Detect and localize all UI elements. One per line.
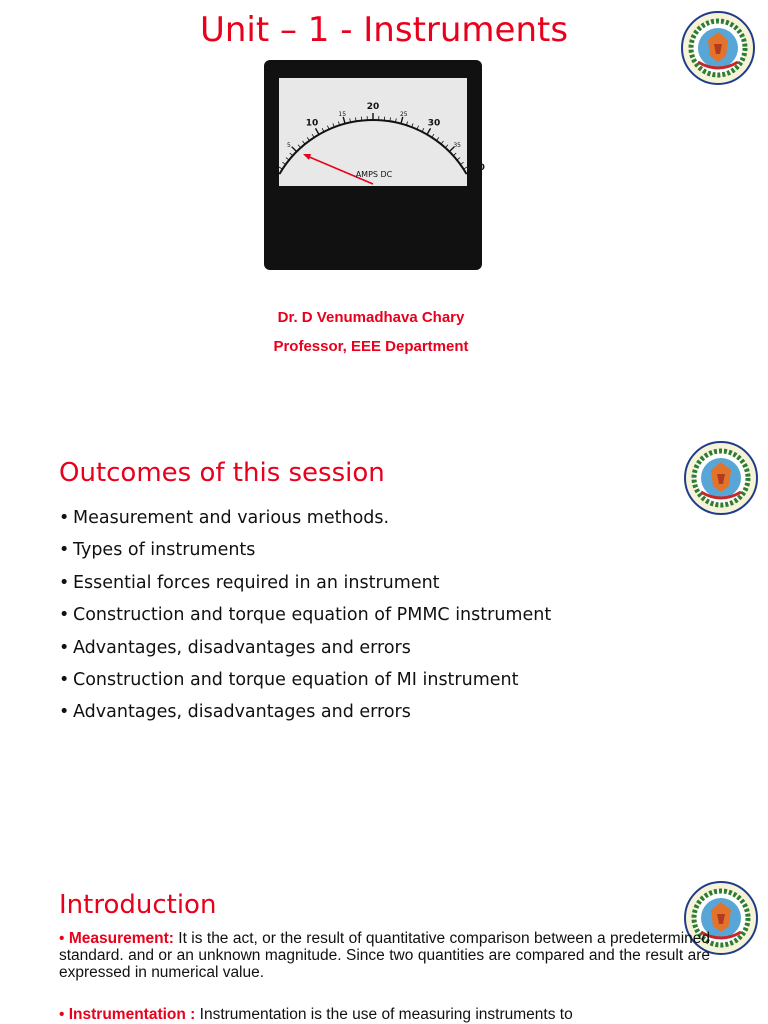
meter-tick	[316, 128, 320, 134]
list-item: • Essential forces required in an instrument	[59, 572, 440, 593]
introduction-heading: Introduction	[59, 890, 217, 920]
author-role: Professor, EEE Department	[273, 338, 469, 355]
measurement-definition	[59, 930, 710, 981]
list-item: • Measurement and various methods.	[59, 508, 390, 528]
bullet-dot-icon: •	[59, 930, 65, 947]
meter-scale-label: 30	[427, 118, 441, 129]
list-item: • Construction and torque equation of PMMC instrument	[59, 605, 552, 626]
outcomes-heading: Outcomes of this session	[59, 458, 385, 488]
slide-title-heading: Unit – 1 - Instruments	[199, 10, 569, 50]
bullet-dot-icon: •	[59, 605, 70, 626]
meter-scale-label: 35	[453, 141, 461, 149]
meter-scale-label: 5	[286, 141, 291, 149]
slide-title	[0, 0, 768, 410]
bullet-dot-icon: •	[59, 702, 70, 723]
bullet-dot-icon: •	[59, 540, 70, 561]
bullet-dot-icon: •	[59, 1006, 65, 1023]
instrumentation-text: Instrumentation is the use of measuring instruments to	[195, 1006, 573, 1023]
bullet-dot-icon: •	[59, 508, 70, 528]
outcomes-list	[59, 507, 551, 734]
meter-tick	[427, 128, 431, 134]
meter-scale	[264, 78, 485, 186]
meter-scale-label: 10	[305, 118, 319, 129]
list-item: • Advantages, disadvantages and errors	[59, 637, 411, 658]
bullet-dot-icon: •	[59, 637, 70, 658]
instrumentation-term: Instrumentation :	[68, 1006, 196, 1023]
slide-outcomes	[0, 432, 768, 842]
college-seal-logo-icon	[683, 440, 759, 516]
slide-introduction	[0, 860, 768, 1024]
author-name: Dr. D Venumadhava Chary	[277, 309, 465, 326]
meter-scale-label: 40	[472, 163, 485, 173]
bullet-dot-icon: •	[59, 572, 70, 593]
meter-unit-label: AMPS DC	[355, 170, 393, 179]
measurement-term: Measurement:	[68, 930, 174, 947]
meter-tick	[292, 147, 297, 152]
list-item: • Types of instruments	[59, 540, 256, 561]
meter-scale-label: 20	[366, 102, 380, 112]
list-item: • Construction and torque equation of MI instrument	[59, 669, 519, 690]
meter-scale-labels	[264, 102, 485, 173]
meter-scale-label: 0	[264, 163, 271, 173]
meter-scale-label: 25	[399, 111, 408, 119]
meter-scale-label: 15	[338, 111, 347, 119]
needle-arrow-icon	[303, 154, 311, 160]
meter-tick-marks	[273, 113, 472, 174]
college-seal-logo-icon	[680, 10, 756, 86]
measurement-text: It is the act, or the result of quantitative comparison between a predetermined standard. and or an unknown magnitude. Since two quantities are compared and the result are expressed in numerical value.	[59, 930, 710, 981]
instrumentation-definition	[59, 1006, 710, 1023]
list-item: • Advantages, disadvantages and errors	[59, 702, 411, 723]
bullet-dot-icon: •	[59, 669, 70, 690]
